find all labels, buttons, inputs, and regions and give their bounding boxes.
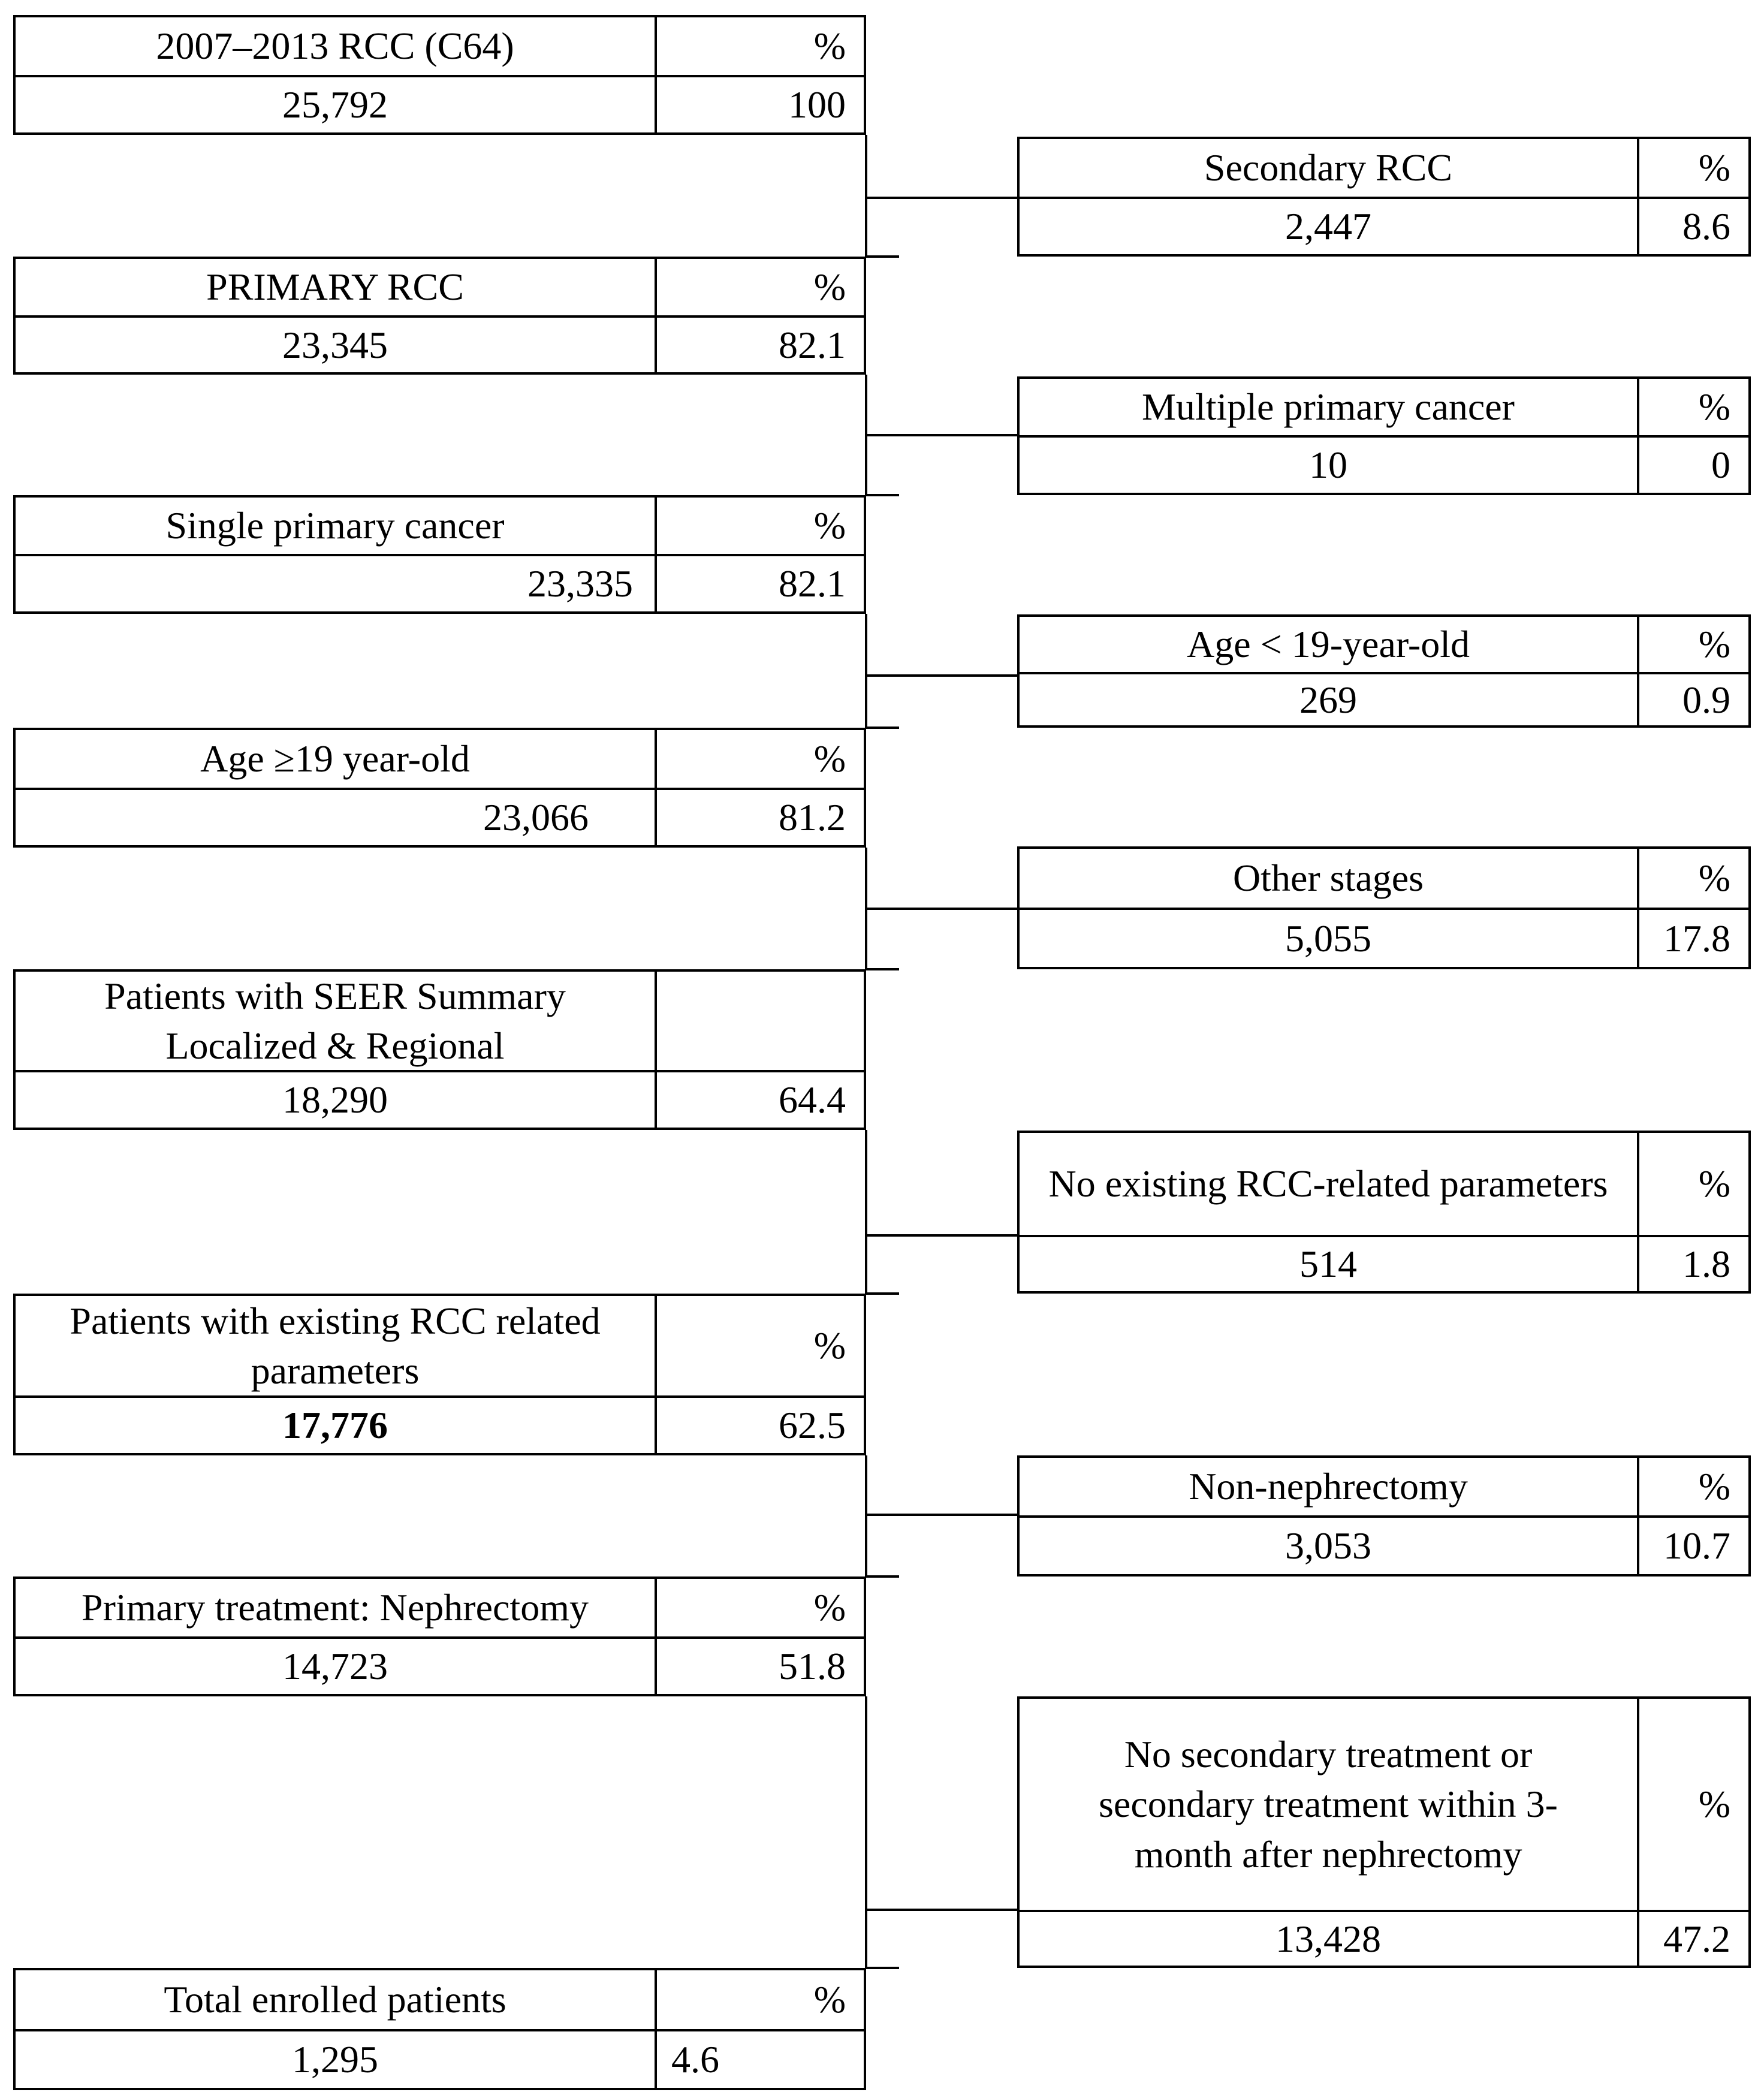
excluded-box-label: Multiple primary cancer [1020,379,1639,438]
main-box-nephrectomy [13,1576,866,1696]
excluded-box-label: Other stages [1020,849,1639,910]
excluded-box-secondary-treatment [1017,1696,1751,1968]
pct-header: % [1639,1458,1748,1518]
main-box-primary-rcc [13,257,866,375]
excluded-box-other-stages [1017,846,1751,969]
main-box-label: Single primary cancer [16,498,657,556]
main-box-age-adult [13,728,866,848]
patient-count: 23,345 [16,318,657,372]
pct-header: % [657,1296,864,1398]
pct-header: % [657,17,864,77]
patient-percent: 47.2 [1663,1917,1730,1960]
patient-count: 10 [1020,438,1639,493]
patient-count: 18,290 [16,1072,657,1128]
patient-percent: 100 [788,83,846,126]
excluded-box-label: Secondary RCC [1020,139,1639,199]
pct-header: % [1639,1133,1748,1237]
main-box-label: Patients with SEER Summary Localized & Regional [16,972,657,1072]
excluded-box-label: No secondary treatment or secondary treatment within 3-month after nephrectomy [1020,1699,1639,1912]
excluded-box-label: No existing RCC-related parameters [1020,1133,1639,1237]
pct-header: % [657,259,864,318]
patient-percent: 51.8 [779,1645,846,1688]
pct-header: % [657,1579,864,1639]
main-box-total-enrolled [13,1968,866,2090]
patient-count: 3,053 [1020,1518,1639,1574]
pct-header: % [1639,379,1748,438]
main-box-label: PRIMARY RCC [16,259,657,318]
main-box-label: Primary treatment: Nephrectomy [16,1579,657,1639]
patient-count: 514 [1020,1237,1639,1291]
excluded-box-multiple-primary [1017,376,1751,495]
patient-count: 17,776 [16,1398,657,1453]
patient-percent: 1.8 [1682,1243,1730,1286]
excluded-box-age-minor [1017,614,1751,728]
pct-header: % [657,498,864,556]
main-box-label: 2007–2013 RCC (C64) [16,17,657,77]
patient-percent: 10.7 [1663,1524,1730,1568]
main-box-single-primary [13,495,866,614]
main-box-label: Total enrolled patients [16,1970,657,2031]
main-box-seer-localized [13,969,866,1130]
main-box-rcc-parameters [13,1294,866,1455]
patient-count: 25,792 [16,77,657,132]
pct-header: % [1639,139,1748,199]
excluded-box-secondary-rcc [1017,137,1751,257]
patient-count: 13,428 [1020,1912,1639,1966]
patient-count: 23,066 [16,790,657,845]
pct-header: % [1639,1699,1748,1912]
pct-header: % [657,730,864,790]
excluded-box-label: Age < 19-year-old [1020,617,1639,674]
patient-count: 5,055 [1020,910,1639,967]
pct-header [657,972,864,1072]
patient-percent: 64.4 [779,1078,846,1122]
patient-percent: 8.6 [1682,205,1730,248]
pct-header: % [657,1970,864,2031]
pct-header: % [1639,617,1748,674]
patient-percent: 0 [1711,444,1730,487]
patient-percent: 0.9 [1682,678,1730,721]
patient-percent: 82.1 [779,562,846,605]
patient-count: 1,295 [16,2031,657,2088]
patient-percent: 62.5 [779,1404,846,1447]
patient-percent: 4.6 [671,2038,719,2081]
main-box-label: Age ≥19 year-old [16,730,657,790]
excluded-box-non-nephrectomy [1017,1455,1751,1576]
patient-count: 269 [1020,674,1639,725]
patient-count: 14,723 [16,1639,657,1694]
patient-percent: 17.8 [1663,917,1730,960]
patient-count: 23,335 [16,556,657,611]
excluded-box-label: Non-nephrectomy [1020,1458,1639,1518]
patient-percent: 82.1 [779,323,846,366]
main-box-rcc-c64 [13,15,866,135]
pct-header: % [1639,849,1748,910]
main-box-label: Patients with existing RCC related parameters [16,1296,657,1398]
patient-count: 2,447 [1020,199,1639,254]
patient-percent: 81.2 [779,796,846,839]
excluded-box-no-rcc-parameters [1017,1131,1751,1294]
